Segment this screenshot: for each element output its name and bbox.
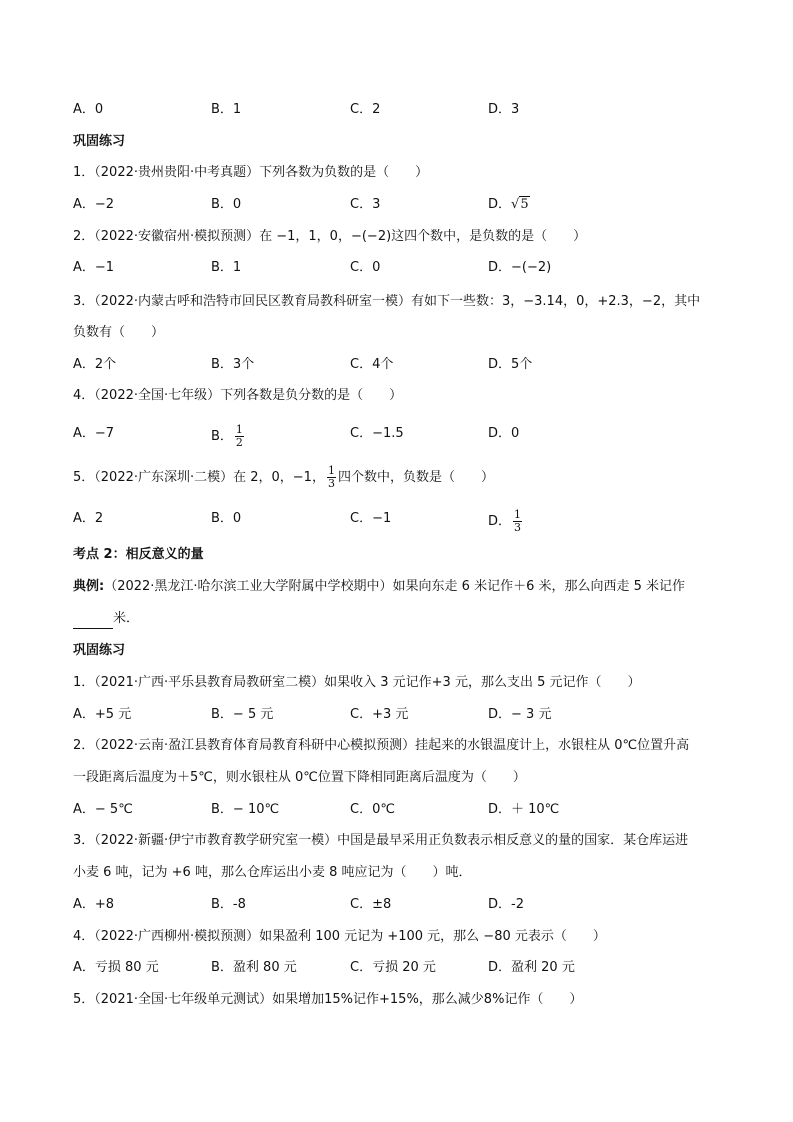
question-stem: 4．（2022·全国·七年级）下列各数是负分数的是（ ） (73, 388, 403, 403)
question-stem: 5．（2021·全国·七年级单元测试）如果增加15%记作+15%，那么减少8%记作（ ） (73, 992, 583, 1007)
option-b: B．1 (211, 102, 242, 117)
question-options (73, 195, 733, 215)
question-stem: 4．（2022·广西柳州·模拟预测）如果盈利 100 元记为 +100 元，那么 −80 元表示（ ） (73, 929, 606, 944)
question-stem: 1．（2022·贵州贵阳·中考真题）下列各数为负数的是（ ） (73, 165, 429, 180)
option-a: A．2个 (73, 357, 117, 372)
example-text: 典例:（2022·黑龙江·哈尔滨工业大学附属中学校期中）如果向东走 6 米记作＋6 米，那么向西走 5 米记作 (73, 579, 686, 594)
question-stem: 3．（2022·新疆·伊宁市教育教学研究室一模）中国是最早采用正负数表示相反意义的量的国家．某仓库运进 (73, 833, 689, 848)
option-c: C．+3 元 (350, 707, 409, 722)
question-options (73, 258, 733, 278)
fraction: $\frac{1}{3}$ (514, 508, 522, 534)
section-heading: 巩固练习 (73, 134, 126, 149)
option-a: A．+5 元 (73, 707, 132, 722)
option-b: B．0 (211, 511, 242, 526)
question-options (73, 895, 733, 915)
option-a: A．2 (73, 511, 104, 526)
option-c: C．±8 (350, 897, 392, 912)
question-options (73, 800, 733, 820)
question-stem-continued: 一段距离后温度为＋5℃，则水银柱从 0℃位置下降相同距离后温度为（ ） (73, 770, 526, 785)
option-d: D．＋ 10℃ (488, 802, 560, 817)
fraction: $\frac{1}{2}$ (235, 423, 243, 449)
question-stem: 2．（2022·云南·盈江县教育体育局教育科研中心模拟预测）挂起来的水银温度计上，水银柱从 0℃位置升高 (73, 738, 690, 753)
option-d: D．√5 (488, 197, 529, 212)
question-options (73, 958, 733, 978)
fraction: $\frac{1}{3}$ (327, 464, 335, 490)
question-options (73, 705, 733, 725)
option-a: A．−2 (73, 197, 115, 212)
option-a: A．+8 (73, 897, 115, 912)
option-b: B．0 (211, 197, 242, 212)
option-d: D．5个 (488, 357, 533, 372)
sqrt-expression: √5 (511, 197, 529, 212)
option-b: B．-8 (211, 897, 246, 912)
section-heading: 巩固练习 (73, 643, 126, 658)
option-a: A．−7 (73, 426, 115, 441)
question-options (73, 508, 733, 534)
question-options (73, 355, 733, 375)
option-b: B．− 10℃ (211, 802, 280, 817)
option-a: A．−1 (73, 260, 115, 275)
option-a: A．亏损 80 元 (73, 960, 159, 975)
option-b: B．− 5 元 (211, 707, 274, 722)
option-b: B．3个 (211, 357, 255, 372)
option-d: D．0 (488, 426, 520, 441)
option-c: C．0℃ (350, 802, 395, 817)
option-c: C．亏损 20 元 (350, 960, 436, 975)
question-stem: 3．（2022·内蒙古呼和浩特市回民区教育局教科研室一模）有如下一些数：3，−3.14，0，+2.3，−2，其中 (73, 294, 701, 309)
question-stem: 2．（2022·安徽宿州·模拟预测）在 −1，1，0，−(−2)这四个数中，是负数的是（ ） (73, 229, 587, 244)
question-stem-continued: 负数有（ ） (73, 325, 165, 340)
option-d: D．−(−2) (488, 260, 552, 275)
example-answer-line: 米． (73, 609, 139, 629)
top-options (73, 100, 733, 120)
option-c: C．0 (350, 260, 381, 275)
option-d: D．-2 (488, 897, 524, 912)
option-b: B． $\frac{1}{2}$ (211, 423, 243, 449)
option-a: A．− 5℃ (73, 802, 133, 817)
option-a: A．0 (73, 102, 104, 117)
option-d: D．盈利 20 元 (488, 960, 575, 975)
option-c: C．3 (350, 197, 381, 212)
question-stem-continued: 小麦 6 吨，记为 +6 吨，那么仓库运出小麦 8 吨应记为（ ）吨． (73, 865, 472, 880)
option-c: C．2 (350, 102, 381, 117)
question-stem: 5．（2022·广东深圳·二模）在 2，0，−1， $\frac{1}{3}$ 四个数中，负数是（ ） (73, 464, 494, 490)
option-c: C．4个 (350, 357, 394, 372)
option-b: B．1 (211, 260, 242, 275)
option-b: B．盈利 80 元 (211, 960, 297, 975)
kaodian-heading: 考点 2：相反意义的量 (73, 547, 204, 562)
option-d: D．3 (488, 102, 520, 117)
question-options (73, 423, 733, 449)
option-c: C．−1 (350, 511, 392, 526)
option-d: D． $\frac{1}{3}$ (488, 508, 522, 534)
option-c: C．−1.5 (350, 426, 404, 441)
question-stem: 1．（2021·广西·平乐县教育局教研室二模）如果收入 3 元记作+3 元，那么支出 5 元记作（ ） (73, 675, 641, 690)
answer-blank[interactable] (73, 614, 113, 629)
option-d: D．− 3 元 (488, 707, 552, 722)
